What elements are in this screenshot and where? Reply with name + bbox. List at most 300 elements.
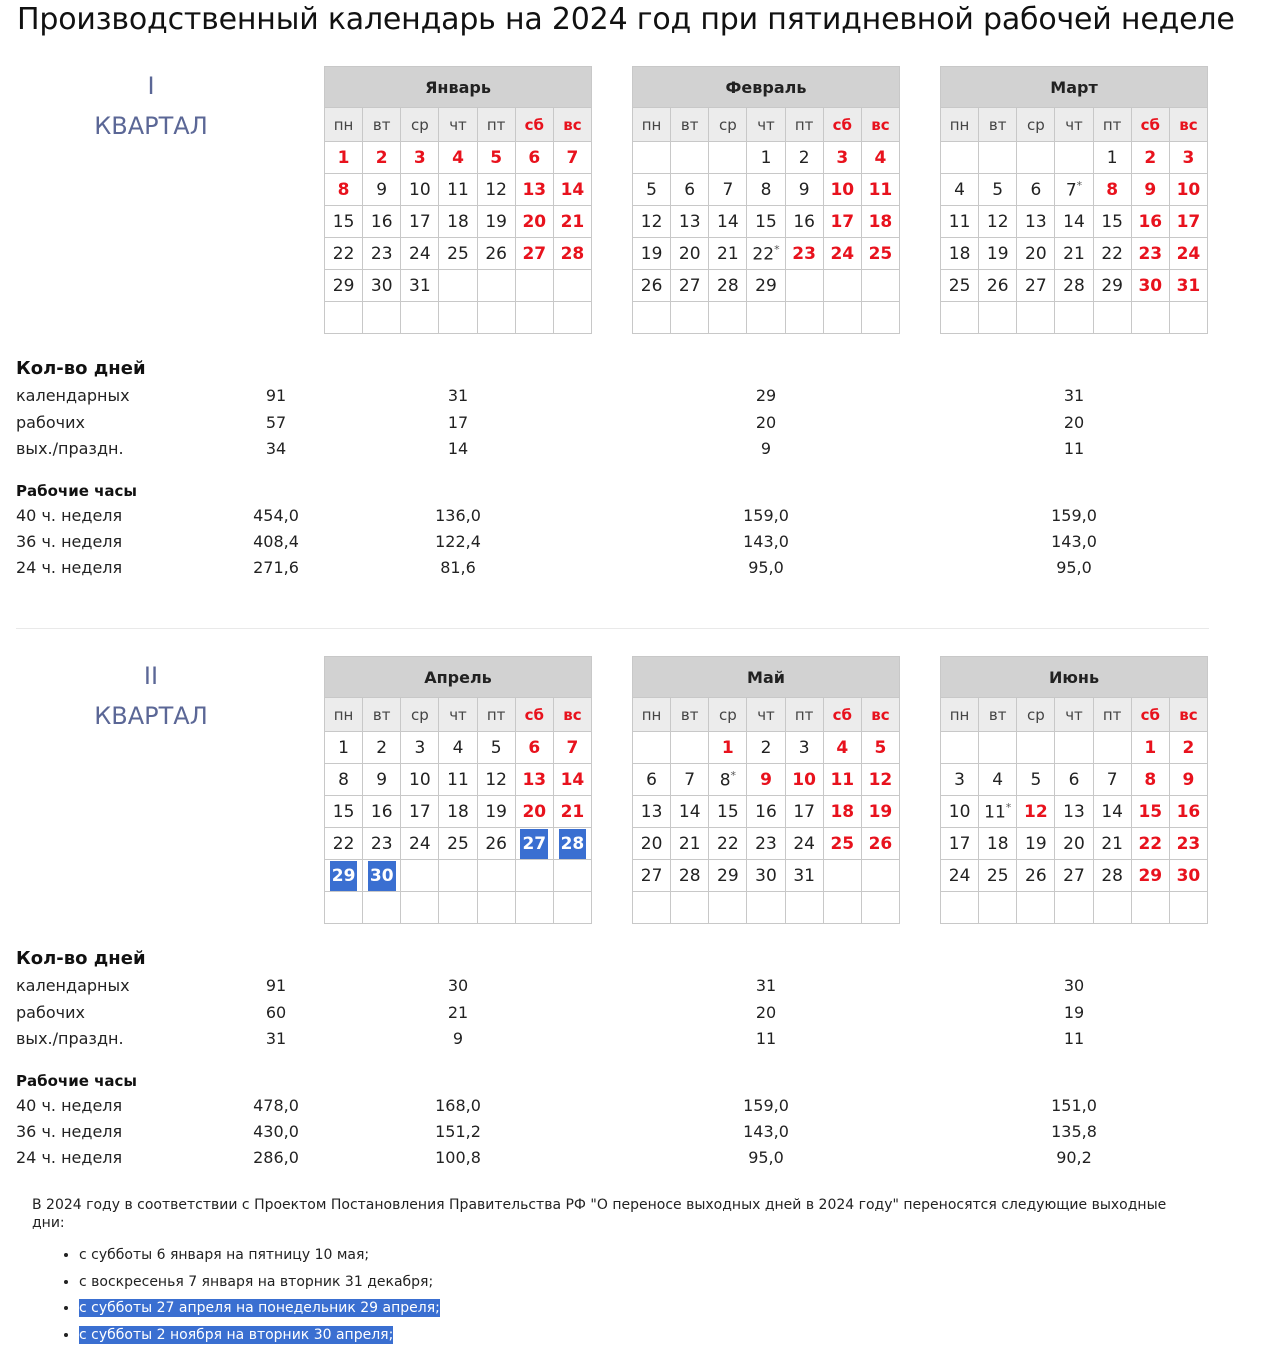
day-cell — [515, 764, 553, 796]
day-cell — [1055, 796, 1093, 828]
day-number: 31 — [1177, 276, 1201, 296]
day-number: 25 — [830, 834, 854, 854]
empty-day-cell — [1131, 892, 1169, 924]
working-hours-heading: Рабочие часы — [16, 479, 1216, 503]
day-cell — [401, 174, 439, 206]
month-value: 31 — [1024, 383, 1124, 410]
working-days-label: рабочих — [16, 410, 85, 437]
day-cell — [785, 142, 823, 174]
day-number: 21 — [1101, 834, 1123, 854]
weekday-name: пт — [1093, 698, 1131, 732]
day-number: 5 — [491, 738, 502, 758]
day-cell — [861, 828, 899, 860]
weekday-name: вт — [363, 108, 401, 142]
day-cell — [401, 764, 439, 796]
day-number: 7 — [1066, 180, 1077, 200]
working-hours-heading: Рабочие часы — [16, 1069, 1216, 1093]
day-cell — [553, 174, 591, 206]
weekday-row — [941, 108, 1208, 142]
hours-36-row — [16, 1119, 1216, 1145]
day-number: 30 — [1177, 866, 1201, 886]
quarter-total: 454,0 — [226, 503, 326, 529]
weekend-days-label: вых./праздн. — [16, 1026, 124, 1053]
day-number: 23 — [792, 244, 816, 264]
weekday-name: ср — [709, 698, 747, 732]
weekday-name: чт — [747, 698, 785, 732]
month-name: Февраль — [633, 67, 900, 108]
quarter-numeral: II — [16, 656, 286, 696]
month-value: 11 — [1024, 436, 1124, 463]
day-number: 12 — [1024, 802, 1048, 822]
day-number: 29 — [1101, 276, 1123, 296]
day-cell — [1055, 238, 1093, 270]
day-number: 15 — [755, 212, 777, 232]
day-number: 22 — [752, 244, 774, 264]
month-value: 159,0 — [716, 1093, 816, 1119]
month-name: Июнь — [941, 657, 1208, 698]
day-cell — [1131, 828, 1169, 860]
month-value: 95,0 — [1024, 555, 1124, 581]
day-cell — [709, 206, 747, 238]
day-number: 9 — [1183, 770, 1195, 790]
week-row — [941, 828, 1208, 860]
quarter-stats — [16, 945, 1216, 1171]
day-number: 2 — [1183, 738, 1195, 758]
day-cell — [553, 796, 591, 828]
empty-day-cell — [785, 892, 823, 924]
day-cell — [1169, 270, 1207, 302]
day-number: 29 — [717, 866, 739, 886]
quarter-label-2 — [16, 656, 286, 736]
day-number: 28 — [1063, 276, 1085, 296]
day-cell — [1093, 174, 1131, 206]
day-number: 17 — [409, 212, 431, 232]
week-row — [325, 174, 592, 206]
empty-day-cell — [1055, 892, 1093, 924]
day-cell — [633, 796, 671, 828]
day-cell — [979, 860, 1017, 892]
weekday-name: чт — [439, 698, 477, 732]
weekday-name: сб — [515, 108, 553, 142]
quarter-total: 91 — [226, 973, 326, 1000]
day-cell — [1131, 732, 1169, 764]
weekday-name: ср — [401, 108, 439, 142]
day-number: 25 — [447, 244, 469, 264]
day-number: 24 — [409, 244, 431, 264]
day-cell — [747, 828, 785, 860]
day-number: 14 — [1101, 802, 1123, 822]
empty-day-cell — [1131, 302, 1169, 334]
day-cell — [979, 270, 1017, 302]
day-number: 16 — [371, 212, 393, 232]
transfer-item — [79, 1269, 1192, 1296]
weekday-row — [633, 108, 900, 142]
day-number: 17 — [830, 212, 854, 232]
day-number: 30 — [368, 861, 396, 891]
empty-day-cell — [515, 302, 553, 334]
day-number: 6 — [684, 180, 695, 200]
day-number: 2 — [799, 148, 810, 168]
day-number: 2 — [761, 738, 772, 758]
month-value: 95,0 — [716, 1145, 816, 1171]
week-row — [325, 302, 592, 334]
day-number: 24 — [949, 866, 971, 886]
weekday-name: ср — [401, 698, 439, 732]
day-cell — [515, 732, 553, 764]
month-value: 11 — [716, 1026, 816, 1053]
day-cell — [709, 860, 747, 892]
empty-day-cell — [1093, 302, 1131, 334]
day-number: 24 — [830, 244, 854, 264]
day-number: 8 — [761, 180, 772, 200]
day-cell — [671, 764, 709, 796]
weekday-name: вс — [1169, 108, 1207, 142]
day-cell — [1169, 828, 1207, 860]
transfer-item-text: с субботы 27 апреля на понедельник 29 апреля; — [79, 1299, 440, 1317]
day-number: 30 — [371, 276, 393, 296]
day-number: 26 — [641, 276, 663, 296]
day-cell — [439, 796, 477, 828]
month-value: 9 — [408, 1026, 508, 1053]
day-cell — [1055, 828, 1093, 860]
day-number: 19 — [987, 244, 1009, 264]
day-number: 15 — [333, 802, 355, 822]
day-number: 14 — [561, 180, 585, 200]
day-number: 27 — [679, 276, 701, 296]
day-number: 9 — [376, 770, 387, 790]
month-calendar-january — [324, 66, 592, 334]
day-cell — [709, 174, 747, 206]
week-row — [633, 142, 900, 174]
month-header-row — [633, 67, 900, 108]
month-name: Май — [633, 657, 900, 698]
day-number: 12 — [485, 180, 507, 200]
day-cell — [325, 764, 363, 796]
day-number: 18 — [447, 802, 469, 822]
day-number: 29 — [330, 861, 358, 891]
weekday-row — [325, 108, 592, 142]
month-calendar-april — [324, 656, 592, 924]
quarter-total: 60 — [226, 1000, 326, 1027]
day-cell — [553, 732, 591, 764]
empty-day-cell — [709, 142, 747, 174]
day-number: 19 — [485, 802, 507, 822]
day-number: 14 — [679, 802, 701, 822]
hours-36-label: 36 ч. неделя — [16, 529, 122, 555]
week-row — [633, 206, 900, 238]
day-cell — [1169, 796, 1207, 828]
day-number: 24 — [793, 834, 815, 854]
empty-day-cell — [823, 302, 861, 334]
week-row — [633, 860, 900, 892]
month-value: 20 — [1024, 410, 1124, 437]
day-cell — [1169, 732, 1207, 764]
day-number: 10 — [409, 180, 431, 200]
empty-day-cell — [671, 302, 709, 334]
month-name: Апрель — [325, 657, 592, 698]
day-number: 25 — [447, 834, 469, 854]
day-cell — [633, 174, 671, 206]
day-number: 26 — [485, 834, 507, 854]
day-number: 3 — [414, 148, 426, 168]
day-cell — [477, 796, 515, 828]
day-cell — [747, 732, 785, 764]
empty-day-cell — [477, 270, 515, 302]
empty-day-cell — [363, 892, 401, 924]
transfer-item-text: с субботы 6 января на пятницу 10 мая; — [79, 1247, 369, 1263]
empty-day-cell — [861, 892, 899, 924]
day-cell — [709, 796, 747, 828]
month-value: 95,0 — [716, 555, 816, 581]
day-cell — [709, 732, 747, 764]
day-cell — [747, 238, 785, 270]
empty-day-cell — [401, 302, 439, 334]
day-cell — [747, 174, 785, 206]
day-cell — [439, 142, 477, 174]
day-number: 4 — [875, 148, 887, 168]
day-number: 12 — [485, 770, 507, 790]
day-cell — [671, 206, 709, 238]
day-number: 16 — [755, 802, 777, 822]
month-value: 9 — [716, 436, 816, 463]
day-cell — [823, 732, 861, 764]
quarter-total: 57 — [226, 410, 326, 437]
shortened-day-mark: * — [774, 243, 780, 256]
day-cell — [979, 238, 1017, 270]
day-number: 28 — [717, 276, 739, 296]
day-cell — [515, 238, 553, 270]
day-number: 11 — [949, 212, 971, 232]
day-cell — [861, 238, 899, 270]
empty-day-cell — [1055, 732, 1093, 764]
day-cell — [363, 828, 401, 860]
day-cell — [439, 764, 477, 796]
shortened-day-mark: * — [731, 769, 737, 782]
week-row — [941, 238, 1208, 270]
weekday-name: сб — [515, 698, 553, 732]
day-number: 6 — [646, 770, 657, 790]
month-value: 100,8 — [408, 1145, 508, 1171]
day-number: 7 — [1107, 770, 1118, 790]
day-cell — [671, 238, 709, 270]
day-cell — [401, 270, 439, 302]
day-number: 22 — [717, 834, 739, 854]
weekday-name: вс — [1169, 698, 1207, 732]
week-row — [325, 270, 592, 302]
shortened-day-mark: * — [1077, 179, 1083, 192]
day-cell — [941, 860, 979, 892]
week-row — [325, 732, 592, 764]
empty-day-cell — [671, 892, 709, 924]
day-number: 13 — [522, 770, 546, 790]
shortened-day-mark: * — [1006, 801, 1012, 814]
day-cell — [979, 206, 1017, 238]
day-number: 1 — [722, 738, 734, 758]
day-number: 26 — [485, 244, 507, 264]
weekday-name: сб — [823, 698, 861, 732]
day-cell — [553, 206, 591, 238]
week-row — [325, 206, 592, 238]
day-number: 27 — [522, 244, 546, 264]
day-number: 13 — [1063, 802, 1085, 822]
day-number: 14 — [1063, 212, 1085, 232]
week-row — [325, 828, 592, 860]
day-number: 17 — [1177, 212, 1201, 232]
month-value: 30 — [1024, 973, 1124, 1000]
day-number: 26 — [869, 834, 893, 854]
empty-day-cell — [1093, 732, 1131, 764]
day-cell — [1093, 206, 1131, 238]
day-number: 6 — [1069, 770, 1080, 790]
week-row — [325, 892, 592, 924]
day-cell — [439, 206, 477, 238]
day-number: 15 — [333, 212, 355, 232]
empty-day-cell — [633, 892, 671, 924]
week-row — [633, 764, 900, 796]
weekday-row — [633, 698, 900, 732]
day-cell — [747, 142, 785, 174]
day-number: 23 — [371, 244, 393, 264]
day-number: 10 — [830, 180, 854, 200]
empty-day-cell — [823, 892, 861, 924]
day-cell — [1131, 270, 1169, 302]
days-count-heading: Кол-во дней — [16, 945, 1216, 973]
hours-40-label: 40 ч. неделя — [16, 1093, 122, 1119]
quarter-total: 34 — [226, 436, 326, 463]
day-number: 8 — [338, 180, 350, 200]
week-row — [633, 238, 900, 270]
day-number: 11 — [984, 802, 1006, 822]
day-cell — [823, 764, 861, 796]
working-days-row — [16, 410, 1216, 437]
week-row — [941, 142, 1208, 174]
day-cell — [401, 238, 439, 270]
day-cell — [671, 174, 709, 206]
transfer-item-text: с воскресенья 7 января на вторник 31 декабря; — [79, 1274, 433, 1290]
day-cell — [1131, 764, 1169, 796]
day-cell — [1093, 270, 1131, 302]
empty-day-cell — [709, 302, 747, 334]
empty-day-cell — [633, 732, 671, 764]
day-cell — [401, 206, 439, 238]
day-number: 20 — [522, 212, 546, 232]
day-number: 19 — [641, 244, 663, 264]
month-calendar-june — [940, 656, 1208, 924]
day-number: 10 — [409, 770, 431, 790]
day-cell — [979, 764, 1017, 796]
day-cell — [1017, 174, 1055, 206]
day-number: 28 — [1101, 866, 1123, 886]
day-number: 9 — [1144, 180, 1156, 200]
month-name: Январь — [325, 67, 592, 108]
weekday-name: сб — [823, 108, 861, 142]
day-cell — [363, 796, 401, 828]
day-cell — [1093, 796, 1131, 828]
month-name: Март — [941, 67, 1208, 108]
weekday-name: ср — [1017, 108, 1055, 142]
empty-day-cell — [941, 892, 979, 924]
weekday-name: чт — [1055, 698, 1093, 732]
day-cell — [633, 270, 671, 302]
day-cell — [515, 828, 553, 860]
day-number: 2 — [376, 148, 388, 168]
month-value: 21 — [408, 1000, 508, 1027]
weekday-name: ср — [1017, 698, 1055, 732]
hours-24-row — [16, 1145, 1216, 1171]
working-days-row — [16, 1000, 1216, 1027]
day-number: 18 — [869, 212, 893, 232]
transfer-item-text: с субботы 2 ноября на вторник 30 апреля; — [79, 1326, 393, 1344]
day-number: 15 — [1138, 802, 1162, 822]
day-number: 25 — [987, 866, 1009, 886]
day-number: 3 — [836, 148, 848, 168]
day-cell — [363, 174, 401, 206]
day-number: 21 — [679, 834, 701, 854]
empty-day-cell — [823, 860, 861, 892]
day-cell — [439, 174, 477, 206]
empty-day-cell — [747, 302, 785, 334]
day-number: 2 — [1144, 148, 1156, 168]
weekday-name: вс — [861, 108, 899, 142]
day-cell — [1131, 174, 1169, 206]
empty-day-cell — [477, 892, 515, 924]
day-cell — [325, 828, 363, 860]
day-cell — [861, 174, 899, 206]
weekday-name: пт — [785, 698, 823, 732]
day-number: 22 — [1138, 834, 1162, 854]
week-row — [941, 764, 1208, 796]
working-days-label: рабочих — [16, 1000, 85, 1027]
day-number: 29 — [1138, 866, 1162, 886]
month-value: 159,0 — [1024, 503, 1124, 529]
empty-day-cell — [515, 892, 553, 924]
calendar-days-label: календарных — [16, 973, 130, 1000]
day-cell — [1131, 238, 1169, 270]
day-number: 21 — [561, 802, 585, 822]
day-number: 23 — [1177, 834, 1201, 854]
day-number: 3 — [414, 738, 425, 758]
day-cell — [709, 238, 747, 270]
day-number: 20 — [1025, 244, 1047, 264]
day-cell — [1055, 174, 1093, 206]
weekday-name: сб — [1131, 698, 1169, 732]
empty-day-cell — [861, 302, 899, 334]
day-cell — [325, 732, 363, 764]
day-number: 14 — [717, 212, 739, 232]
day-cell — [1055, 206, 1093, 238]
day-number: 7 — [567, 148, 579, 168]
day-number: 18 — [987, 834, 1009, 854]
weekday-name: пн — [941, 698, 979, 732]
week-row — [941, 796, 1208, 828]
weekday-name: вт — [979, 698, 1017, 732]
day-cell — [979, 828, 1017, 860]
day-cell — [979, 796, 1017, 828]
week-row — [633, 828, 900, 860]
day-number: 19 — [869, 802, 893, 822]
day-number: 3 — [799, 738, 810, 758]
day-cell — [363, 860, 401, 892]
month-value: 29 — [716, 383, 816, 410]
day-number: 8 — [720, 770, 731, 790]
weekday-name: сб — [1131, 108, 1169, 142]
day-cell — [325, 860, 363, 892]
hours-36-label: 36 ч. неделя — [16, 1119, 122, 1145]
day-number: 16 — [1177, 802, 1201, 822]
weekday-row — [941, 698, 1208, 732]
empty-day-cell — [401, 892, 439, 924]
quarter-stats — [16, 355, 1216, 581]
